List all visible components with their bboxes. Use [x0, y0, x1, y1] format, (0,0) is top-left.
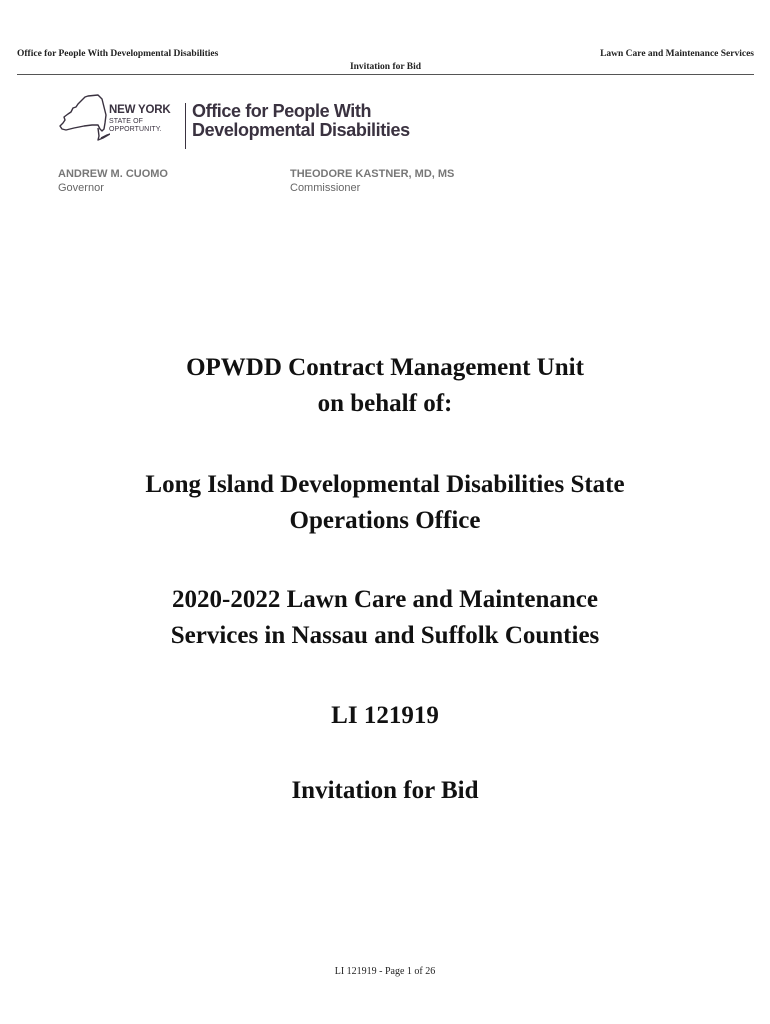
commissioner-block: [290, 167, 454, 195]
nys-wordmark-line2: STATE OF: [109, 117, 143, 125]
issuing-unit-heading: [0, 350, 770, 422]
page-footer: LI 121919 - Page 1 of 26: [334, 966, 436, 977]
governor-title: Governor: [58, 182, 104, 194]
header-agency: Office for People With Developmental Disabilities: [17, 49, 219, 59]
beneficiary-office-line2: Operations Office: [289, 507, 481, 534]
agency-wordmark: [192, 102, 410, 140]
opwdd-logo: [58, 93, 428, 153]
governor-name: ANDREW M. CUOMO: [58, 168, 168, 180]
header-service: Lawn Care and Maintenance Services: [600, 49, 754, 59]
nys-wordmark-line1: NEW YORK: [109, 104, 171, 116]
logo-divider: [185, 103, 186, 149]
contract-title-heading: [0, 582, 770, 654]
beneficiary-office-heading: [0, 467, 770, 539]
contract-title-line2: Services in Nassau and Suffolk Counties: [170, 622, 600, 649]
contract-title-line1: 2020-2022 Lawn Care and Maintenance: [172, 586, 598, 613]
beneficiary-office-line1: Long Island Developmental Disabilities State: [145, 471, 625, 498]
new-york-state-outline-icon: [58, 93, 110, 149]
issuing-unit-line: OPWDD Contract Management Unit: [186, 354, 584, 381]
bid-number: LI 121919: [331, 702, 439, 729]
commissioner-name: THEODORE KASTNER, MD, MS: [290, 168, 455, 180]
header-doc-type: Invitation for Bid: [349, 62, 422, 72]
page-header: [17, 46, 754, 75]
commissioner-title: Commissioner: [290, 182, 361, 194]
nys-wordmark-line3: OPPORTUNITY.: [109, 125, 162, 133]
on-behalf-of-line: on behalf of:: [317, 390, 453, 417]
agency-wordmark-line1: Office for People With: [192, 101, 372, 121]
governor-block: [58, 167, 168, 195]
agency-wordmark-line2: Developmental Disabilities: [192, 120, 410, 140]
document-type-heading: Invitation for Bid: [291, 777, 479, 804]
nys-wordmark: [109, 105, 170, 133]
